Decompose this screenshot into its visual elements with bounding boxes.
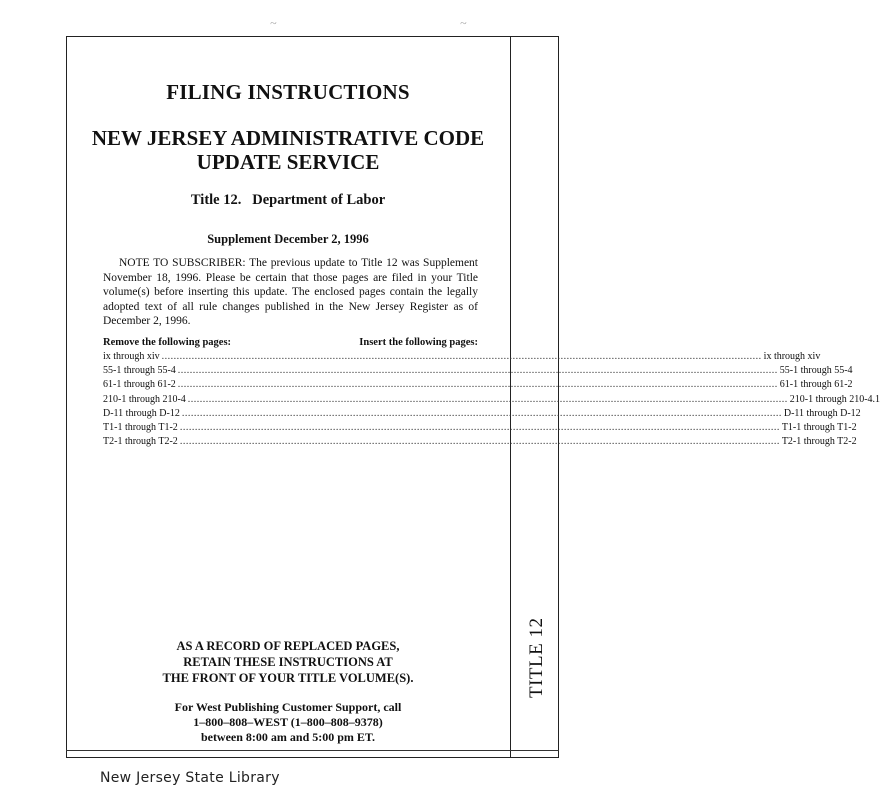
insert-pages: 55-1 through 55-4 [779, 365, 853, 377]
subscriber-note [103, 256, 478, 329]
code-title-line2: UPDATE SERVICE [196, 150, 380, 174]
table-row [103, 407, 861, 421]
remove-pages: 55-1 through 55-4 [103, 365, 176, 377]
page-heading: FILING INSTRUCTIONS [166, 80, 410, 104]
dot-leader: ........................................................................................................................................................................................................ [179, 421, 780, 433]
remove-pages: D-11 through D-12 [103, 407, 180, 419]
insert-pages: 210-1 through 210-4.1 [789, 393, 880, 405]
dot-leader: ........................................................................................................................................................................................................ [177, 365, 778, 377]
support-info [66, 700, 510, 745]
table-row [103, 421, 857, 435]
insert-pages: T2-1 through T2-2 [781, 436, 857, 448]
support-line2: 1–800–808–WEST (1–800–808–9378) [193, 715, 383, 729]
remove-pages: 61-1 through 61-2 [103, 379, 176, 391]
pages-table [103, 350, 880, 449]
title-line: Title 12. Department of Labor [190, 192, 386, 208]
pages-table-header [103, 337, 478, 348]
insert-header: Insert the following pages: [359, 337, 478, 348]
record-line3: THE FRONT OF YOUR TITLE VOLUME(S). [162, 671, 414, 685]
table-row [103, 378, 853, 392]
code-title-line1: NEW JERSEY ADMINISTRATIVE CODE [91, 126, 485, 150]
table-row [103, 364, 853, 378]
dot-leader: ........................................................................................................................................................................................................ [161, 351, 762, 362]
table-row [103, 350, 821, 364]
remove-pages: T2-1 through T2-2 [103, 436, 178, 448]
dot-leader: ........................................................................................................................................................................................................ [181, 407, 782, 419]
insert-pages: ix through xiv [763, 351, 821, 362]
table-row [103, 393, 880, 407]
bottom-rule [66, 750, 559, 751]
insert-pages: T1-1 through T1-2 [781, 421, 857, 433]
remove-pages: ix through xiv [103, 351, 160, 362]
handwritten-mark: ~ [270, 16, 277, 30]
record-line1: AS A RECORD OF REPLACED PAGES, [176, 639, 400, 653]
remove-pages: 210-1 through 210-4 [103, 393, 186, 405]
side-tab-label: TITLE 12 [526, 617, 547, 699]
table-row [103, 435, 857, 449]
insert-pages: D-11 through D-12 [783, 407, 861, 419]
note-text: NOTE TO SUBSCRIBER: The previous update to Title 12 was Supplement November 18, 1996. Please be certain that those pages are filed in your Title volume(s) before inserting this update. The enclosed pages contain the legally adopted text of all rule changes published in the New Jersey Register as of December 2, 1996. [103, 257, 478, 327]
remove-pages: T1-1 through T1-2 [103, 421, 178, 433]
record-line2: RETAIN THESE INSTRUCTIONS AT [183, 655, 393, 669]
dot-leader: ........................................................................................................................................................................................................ [179, 436, 780, 448]
insert-pages: 61-1 through 61-2 [779, 379, 853, 391]
support-line1: For West Publishing Customer Support, call [174, 700, 402, 714]
dot-leader: ........................................................................................................................................................................................................ [177, 379, 778, 391]
supplement-date: Supplement December 2, 1996 [207, 232, 369, 246]
dot-leader: ........................................................................................................................................................................................................ [187, 393, 788, 405]
library-stamp: New Jersey State Library [100, 770, 280, 786]
handwritten-mark: ~ [460, 16, 467, 30]
support-line3: between 8:00 am and 5:00 pm ET. [200, 730, 376, 744]
record-notice [66, 638, 510, 686]
remove-header: Remove the following pages: [103, 337, 232, 348]
